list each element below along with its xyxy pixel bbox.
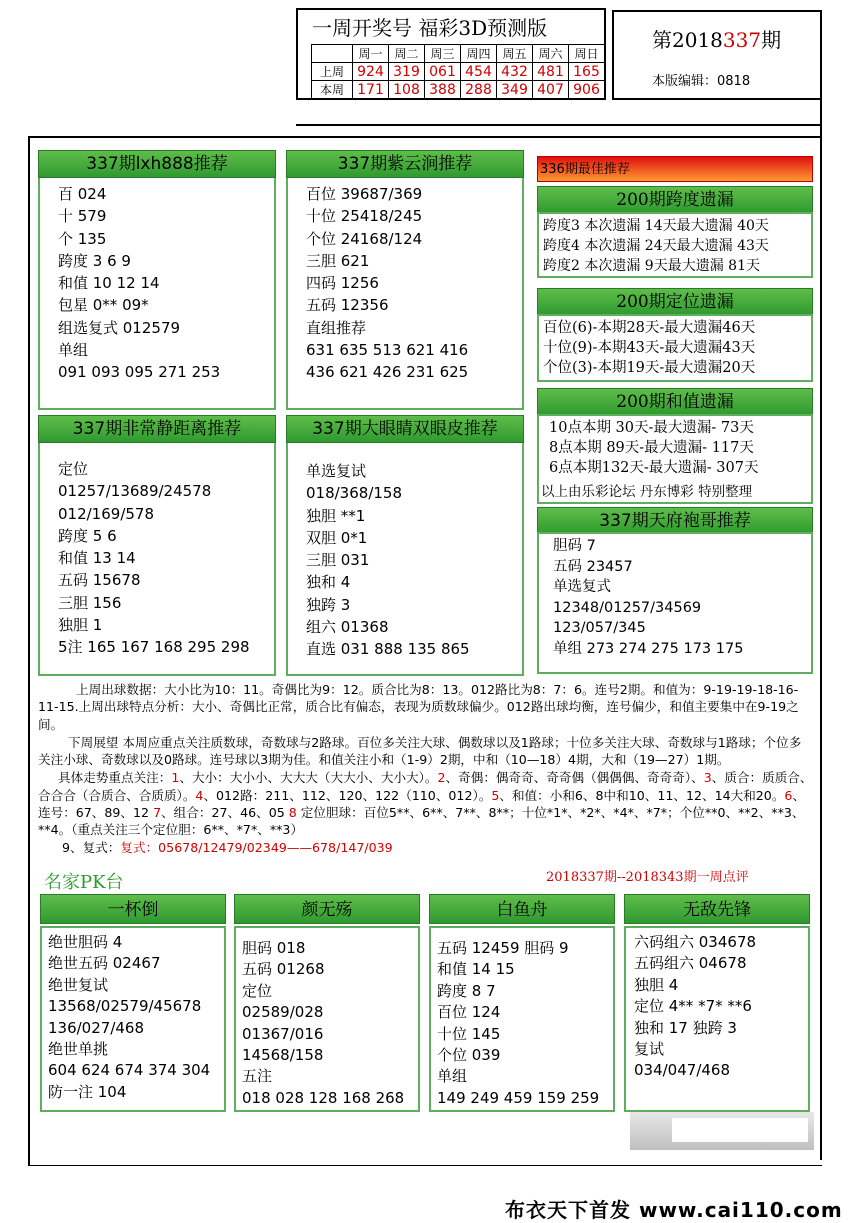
draw-number: 407 [533, 81, 569, 99]
issue-number-value: 337 [722, 28, 762, 52]
panel-ziyunjian: 百位 39687/369 十位 25418/245 个位 24168/124 三胆 621 四码 1256 五码 12356 直组推荐 631 635 513 621 416 436 621 426 231 625 [286, 175, 524, 410]
divider [820, 100, 822, 1160]
draw-number: 319 [389, 63, 425, 81]
divider [296, 100, 822, 126]
draw-number: 349 [497, 81, 533, 99]
table-row [312, 81, 605, 99]
pk-panel-baiyuzhou: 五码 12459 胆码 9 和值 14 15 跨度 8 7 百位 124 十位 145 个位 039 单组 149 249 459 159 259 [429, 926, 615, 1112]
pk-section-label: 名家PK台 [44, 872, 124, 893]
draw-number: 061 [425, 63, 461, 81]
weekly-draw-table [311, 44, 605, 99]
pk-panel-yanwushang: 胆码 018 五码 01268 定位 02589/028 01367/016 14568/158 五注 018 028 128 168 268 [234, 926, 420, 1112]
pk-panel-wudixianfeng: 六码组六 034678 五码组六 04678 独胆 4 定位 4** *7* **6 独和 17 独跨 3 复试 034/047/468 [624, 926, 810, 1112]
draw-number: 924 [353, 63, 389, 81]
panel-title-dayanjing: 337期大眼睛双眼皮推荐 [286, 415, 524, 443]
draw-number: 481 [533, 63, 569, 81]
draw-number: 906 [569, 81, 605, 99]
panel-title-jingjuli: 337期非常静距离推荐 [38, 415, 276, 443]
day-header: 周四 [461, 45, 497, 63]
decorative-box-inner [672, 1118, 808, 1142]
panel-title-tianfu: 337期天府袍哥推荐 [537, 507, 813, 535]
pk-title-yibeidao: 一杯倒 [40, 894, 226, 924]
draw-number: 165 [569, 63, 605, 81]
draw-number: 171 [353, 81, 389, 99]
panel-title-dingwei: 200期定位遗漏 [537, 288, 813, 316]
analysis-paragraph: 下周展望 本周应重点关注质数球，奇数球与2路球。百位多关注大球、偶数球以及1路球；十位多关注大球、奇数球与1路球；个位多关注小球、奇数球以及0路球。连号球以3期为佳。和值关注小和（1-9）2期，中和（10—18）4期，大和（19—27）1期。 [38, 734, 802, 768]
page-title: 一周开奖号 福彩3D预测版 [312, 16, 548, 40]
row-label: 本周 [312, 81, 353, 99]
editor-label: 本版编辑：0818 [652, 74, 751, 89]
day-header: 周日 [569, 45, 605, 63]
pk-title-yanwushang: 颜无殇 [234, 894, 420, 924]
day-header: 周三 [425, 45, 461, 63]
draw-number: 432 [497, 63, 533, 81]
panel-jingjuli: 定位 01257/13689/24578 012/169/578 跨度 5 6 和值 13 14 五码 15678 三胆 156 独胆 1 5注 165 167 168 295 298 [38, 440, 276, 676]
table-row [312, 63, 605, 81]
analysis-paragraph: 9、复式：复式：05678/12479/02349——678/147/039 [62, 839, 393, 855]
analysis-text [38, 681, 813, 856]
day-header: 周二 [389, 45, 425, 63]
panel-lxh888: 百 024 十 579 个 135 跨度 3 6 9 和值 10 12 14 包星 0** 09* 组选复式 012579 单组 091 093 095 271 253 [38, 175, 276, 410]
panel-title-hezhi: 200期和值遗漏 [537, 388, 813, 416]
pk-review-label: 2018337期--2018343期一周点评 [546, 870, 749, 885]
day-header: 周五 [497, 45, 533, 63]
draw-number: 108 [389, 81, 425, 99]
day-header: 周六 [533, 45, 569, 63]
draw-number: 288 [461, 81, 497, 99]
footer-site-text: 布衣天下首发 www.cai110.com [505, 1198, 843, 1222]
panel-hezhi: 10点本期 30天-最大遗漏- 73天 8点本期 89天-最大遗漏- 117天 6点本期132天-最大遗漏- 307天 以上由乐彩论坛 丹东博彩 特别整理 [537, 414, 813, 504]
panel-dingwei: 百位(6)-本期28天-最大遗漏46天 十位(9)-本期43天-最大遗漏43天 个位(3)-本期19天-最大遗漏20天 [537, 314, 813, 382]
panel-title-ziyunjian: 337期紫云涧推荐 [286, 150, 524, 178]
best-recommend-label: 336期最佳推荐 [537, 156, 813, 182]
divider [28, 1165, 822, 1166]
pk-title-baiyuzhou: 白鱼舟 [429, 894, 615, 924]
analysis-paragraph: 上周出球数据：大小比为10：11。奇偶比为9：12。质合比为8：13。012路比为8：7：6。连号2期。和值为：9-19-19-18-16-11-15.上周出球特点分析：大小、奇偶比正常，质合比有偏态，表现为质数球偏少。012路出球均衡，连号偏少，和值主要集中在9-19之间。 [38, 682, 799, 732]
row-label: 上周 [312, 63, 353, 81]
credit-line: 以上由乐彩论坛 丹东博彩 特别整理 [541, 484, 753, 500]
draw-number: 388 [425, 81, 461, 99]
issue-number: 第2018337期 [652, 28, 782, 52]
pk-title-wudixianfeng: 无敌先锋 [624, 894, 810, 924]
panel-tianfu: 胆码 7 五码 23457 单选复式 12348/01257/34569 123/057/345 单组 273 274 275 173 175 [537, 532, 813, 674]
panel-kuadu: 跨度3 本次遗漏 14天最大遗漏 40天 跨度4 本次遗漏 24天最大遗漏 43天 跨度2 本次遗漏 9天最大遗漏 81天 [537, 212, 813, 278]
panel-title-lxh888: 337期lxh888推荐 [38, 150, 276, 178]
panel-dayanjing: 单选复试 018/368/158 独胆 **1 双胆 0*1 三胆 031 独和 4 独跨 3 组六 01368 直选 031 888 135 865 [286, 440, 524, 676]
analysis-paragraph: 具体走势重点关注：1、大小：大小小、大大大（大大小、大小大）。2、奇偶：偶奇奇、奇奇偶（偶偶偶、奇奇奇）、3、质合：质质合、合合合（合质合、合质质）。4、012路：211、112、120、122（110、012）。5、和值：小和6、8中和10、11、12、14大和20。6、连号：67、89、12 7、组合：27、46、05 8 定位胆球：百位5**、6**、7**、8**；十位*1*、*2*、*4*、*7*；个位**0、**2、**3、**4。（重点关注三个定位胆：6**、*7*、**3） [38, 770, 813, 838]
pk-panel-yibeidao: 绝世胆码 4 绝世五码 02467 绝世复试 13568/02579/45678 136/027/468 绝世单挑 604 624 674 374 304 防一注 104 [40, 926, 226, 1112]
panel-title-kuadu: 200期跨度遗漏 [537, 186, 813, 214]
day-header: 周一 [353, 45, 389, 63]
draw-number: 454 [461, 63, 497, 81]
